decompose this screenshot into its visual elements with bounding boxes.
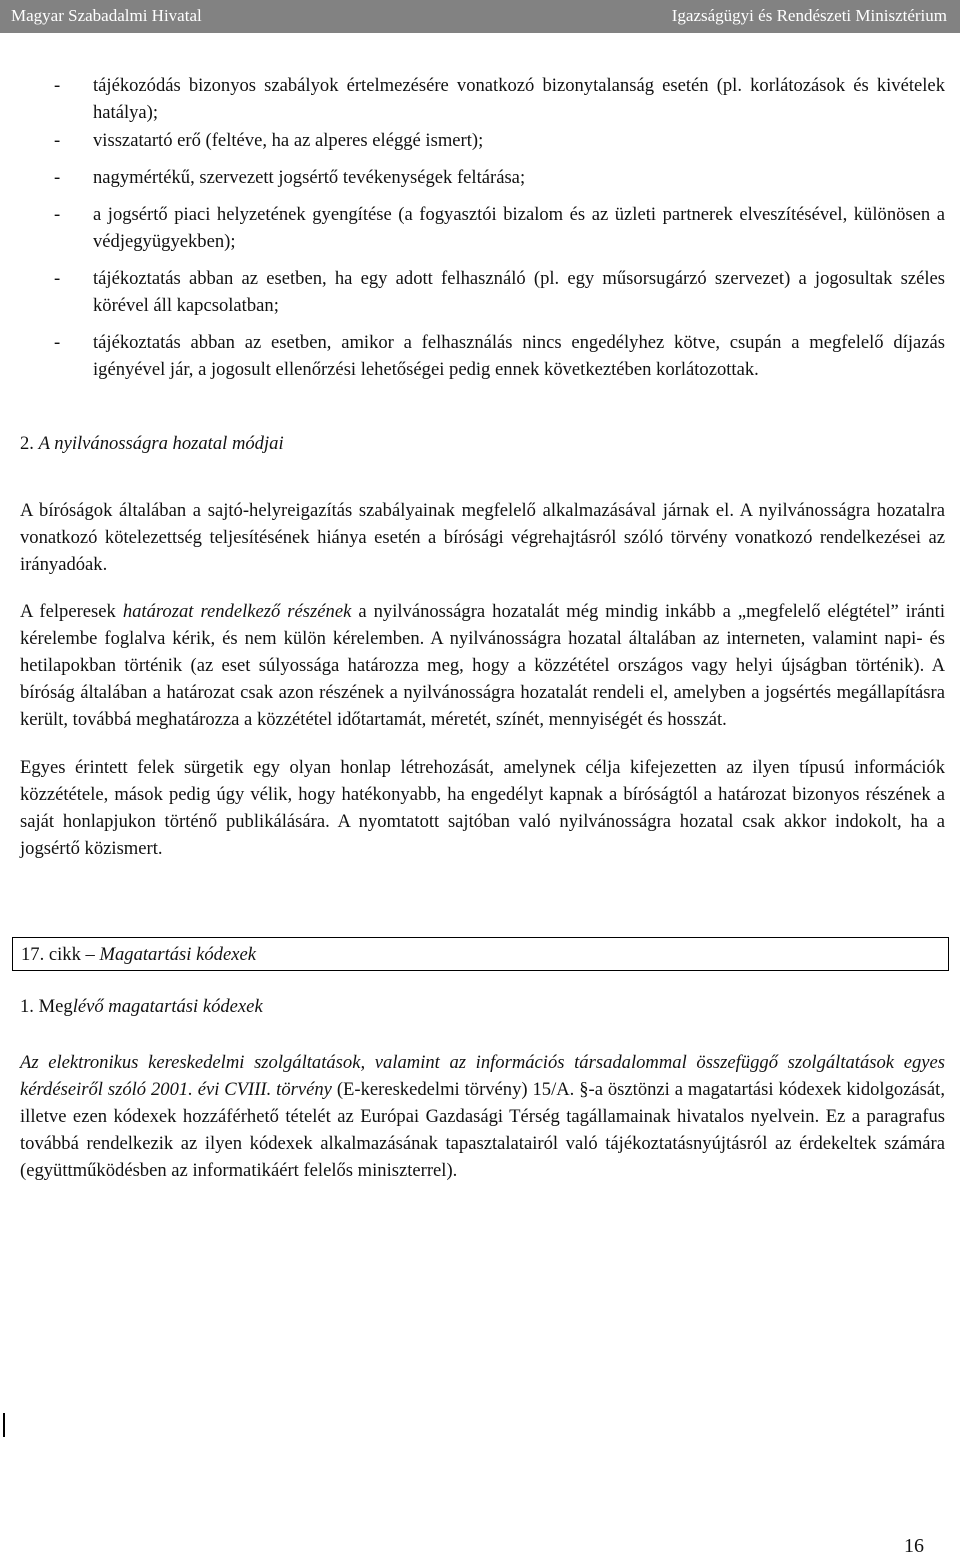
list-item <box>20 201 945 255</box>
paragraph-courts: A bíróságok általában a sajtó-helyreigazítás szabályainak megfelelő alkalmazásával járnak el. A nyilvánosságra hozatalra vonatkozó kötelezettség teljesítésének hiánya esetén a bírósági végrehajtásról szóló törvény vonatkozó rendelkezései az irányadóak. <box>20 500 945 575</box>
list-item-text: tájékoztatás abban az esetben, ha egy adott felhasználó (pl. egy műsorsugárzó szervezet) a jogosultak széles körével áll kapcsolatban; <box>93 268 945 316</box>
revision-bar <box>3 1413 5 1437</box>
article-title: Magatartási kódexek <box>99 944 256 965</box>
section-title: A nyilvánosságra hozatal módjai <box>38 433 284 454</box>
bullet-dash: - <box>54 332 61 353</box>
paragraph-text: (E-kereskedelmi törvény) 15/A. §-a ösztönzi a magatartási kódexek kidolgozását, illetve ezen kódexek hozzáférhető tételét az Európai Gazdasági Térség tagállamainak hivatalos nyelvein. Ez a paragrafus továbbá rendelkezik az ilyen kódexek alkalmazásának tapasztalatairól való tájékoztatásnyújtásról az érdekeltek számára (együttműködésben az informatikáért felelős miniszterrel). <box>20 1079 945 1181</box>
paragraph-text: a nyilvánosságra hozatalát még mindig inkább a „megfelelő elégtétel” iránti kérelembe foglalva kérik, és nem külön kérelemben. A nyilvánosságra hozatal általában az interneten, valamint napi- és hetilapokban történik (az eset súlyossága határozza meg, hogy a közzététel országos vagy helyi újságban történik). A bíróság általában a határozat csak azon részének a nyilvánosságra hozatalát rendeli el, amelyben a jogsértés megállapításra került, továbbá meghatározza a közzététel időtartamát, méretét, színét, mennyiségét és hosszát. <box>20 601 945 730</box>
header-left-text: Magyar Szabadalmi Hivatal <box>11 6 202 25</box>
list-item <box>20 265 945 319</box>
paragraph-text: A felperesek <box>20 601 123 622</box>
subsection-heading <box>20 993 945 1020</box>
bullet-dash: - <box>54 130 61 151</box>
paragraph-plaintiffs <box>20 598 945 733</box>
subsection-prefix: 1. Meg <box>20 996 73 1017</box>
paragraph-italic-text: határozat rendelkező részének <box>122 601 352 622</box>
paragraph-ecommerce-law <box>20 1049 945 1184</box>
bullet-list <box>20 72 945 383</box>
section-number: 2. <box>20 433 34 454</box>
article-prefix: 17. cikk – <box>21 944 100 965</box>
list-item-text: tájékoztatás abban az esetben, amikor a felhasználás nincs engedélyhez kötve, csupán a megfelelő díjazás igényével jár, a jogosult ellenőrzési lehetőségei pedig ennek következtében korlátozottak. <box>93 332 945 380</box>
bullet-dash: - <box>54 75 61 96</box>
section-heading <box>20 430 945 457</box>
subsection-title: lévő magatartási kódexek <box>72 996 263 1017</box>
list-item-text: visszatartó erő (feltéve, ha az alperes eléggé ismert); <box>93 130 484 151</box>
page-number: 16 <box>904 1535 924 1557</box>
list-item-text: a jogsértő piaci helyzetének gyengítése (a fogyasztói bizalom és az üzleti partnerek elveszítésével, különösen a védjegyügyekben); <box>93 204 945 252</box>
bullet-dash: - <box>54 268 61 289</box>
bullet-dash: - <box>54 204 61 225</box>
list-item-text: nagymértékű, szervezett jogsértő tevékenységek feltárása; <box>93 167 526 188</box>
document-body <box>20 72 945 1184</box>
list-item <box>20 164 945 191</box>
list-item <box>20 72 945 126</box>
law-title: Az elektronikus kereskedelmi szolgáltatások, valamint az információs társadalommal összefüggő szolgáltatások egyes kérdéseiről szóló 2001. évi CVIII. törvény <box>20 1052 945 1100</box>
page-header <box>0 0 960 33</box>
header-right-text: Igazságügyi és Rendészeti Minisztérium <box>671 6 947 25</box>
list-item <box>20 329 945 383</box>
list-item-text: tájékozódás bizonyos szabályok értelmezésére vonatkozó bizonytalanság esetén (pl. korlátozások és kivételek hatálya); <box>93 75 945 123</box>
article-heading-box <box>12 937 949 971</box>
paragraph-stakeholders: Egyes érintett felek sürgetik egy olyan honlap létrehozását, amelynek célja kifejezetten az ilyen típusú információk közzététele, mások pedig úgy vélik, hogy hatékonyabb, ha engedélyt kapnak a bíróságtól a határozat bizonyos részének a saját honlapjukon történő publikálására. A nyomtatott sajtóban való nyilvánosságra hozatal csak akkor indokolt, ha a jogsértő közismert. <box>20 757 945 859</box>
bullet-dash: - <box>54 167 61 188</box>
list-item <box>20 127 945 154</box>
